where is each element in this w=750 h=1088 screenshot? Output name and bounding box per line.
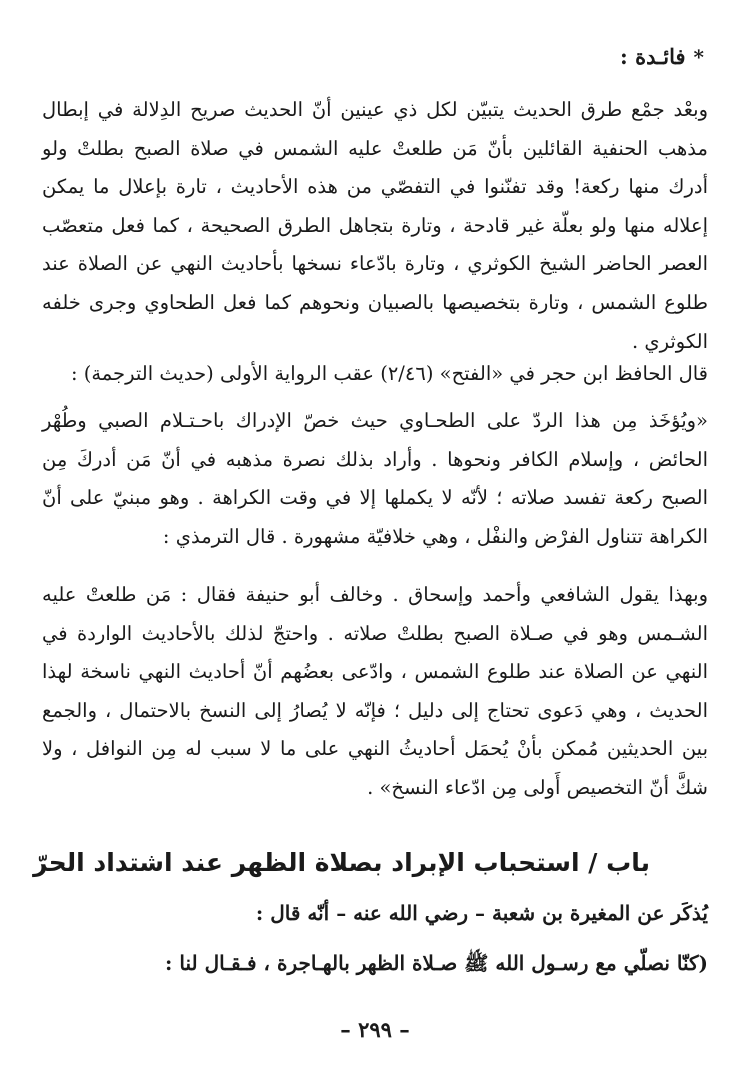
section-heading-title: فائـدة : (620, 44, 686, 69)
narration-intro: يُذكَر عن المغيرة بن شعبة – رضي الله عنه – أنّه قال : (255, 901, 708, 925)
paragraph-fath-quote: «ويُؤخَذ مِن هذا الردّ على الطحـاوي حيث خصّ الإدراك باحـتـلام الصبي وطُهْر الحائض ، وإسلام الكافر ونحوها . وأراد بذلك نصرة مذهبه في أنّ مَن أدركَ مِن الصبح ركعة تفسد صلاته ؛ لأنّه لا يكملها إلا في وقت الكراهة . وهو مبنيّ على أنّ الكراهة تتناول الفرْض والنفْل ، وهي خلافيّة مشهورة . قال الترمذي : (42, 409, 708, 548)
asterisk-icon: * (693, 45, 704, 69)
section-heading (620, 44, 704, 69)
paragraph-tirmidhi-quote: وبهذا يقول الشافعي وأحمد وإسحاق . وخالف أبو حنيفة فقال : مَن طلعتْ عليه الشـمس وهو في صـلاة الصبح بطلتْ صلاته . واحتجّ لذلك بالأحاديث الواردة في النهي عن الصلاة عند طلوع الشمس ، وادّعى بعضُهم أنّ أحاديث النهي ناسخة لهذا الحديث ، وهي دَعوى تحتاج إلى دليل ؛ فإنّه لا يُصارُ إلى النسخ بالاحتمال ، والجمع بين الحديثين مُمكن بأنْ يُحمَل أحاديثُ النهي على ما لا سبب له مِن النوافل ، ولا شكَّ أنّ التخصيص أَولى مِن ادّعاء النسخ» . (42, 583, 708, 799)
hadith-text: (كنّا نصلّي مع رسـول الله ﷺ صـلاة الظهر بالهـاجرة ، فـقـال لنا : (165, 951, 708, 975)
paragraph-commentary: وبعْد جمْع طرق الحديث يتبيّن لكل ذي عينين أنّ الحديث صريح الدِلالة في إبطال مذهب الحنفية القائلين بأنّ مَن طلعتْ عليه الشمس في صلاة الصبح بطلتْ ولو أدرك منها ركعة! وقد تفنّنوا في التفصّي من هذه الأحاديث ، تارة بإعلال ما يمكن إعلاله منها ولو بعلّة غير قادحة ، وتارة بتجاهل الطرق الصحيحة ، كما فعل متعصّب العصر الحاضر الشيخ الكوثري ، وتارة بادّعاء نسخها بأحاديث النهي عن الصلاة عند طلوع الشمس ، وتارة بتخصيصها بالصبيان ونحوهم كما فعل الطحاوي وجرى خلفه الكوثري . (42, 98, 708, 353)
chapter-title: باب / استحباب الإبراد بصلاة الظهر عند اشتداد الحرّ (33, 848, 650, 877)
page-number: – ٢٩٩ – (340, 1017, 410, 1042)
paragraph-ibn-hajar-intro: قال الحافظ ابن حجر في «الفتح» (٢/٤٦) عقب الرواية الأولى (حديث الترجمة) : (70, 362, 708, 385)
